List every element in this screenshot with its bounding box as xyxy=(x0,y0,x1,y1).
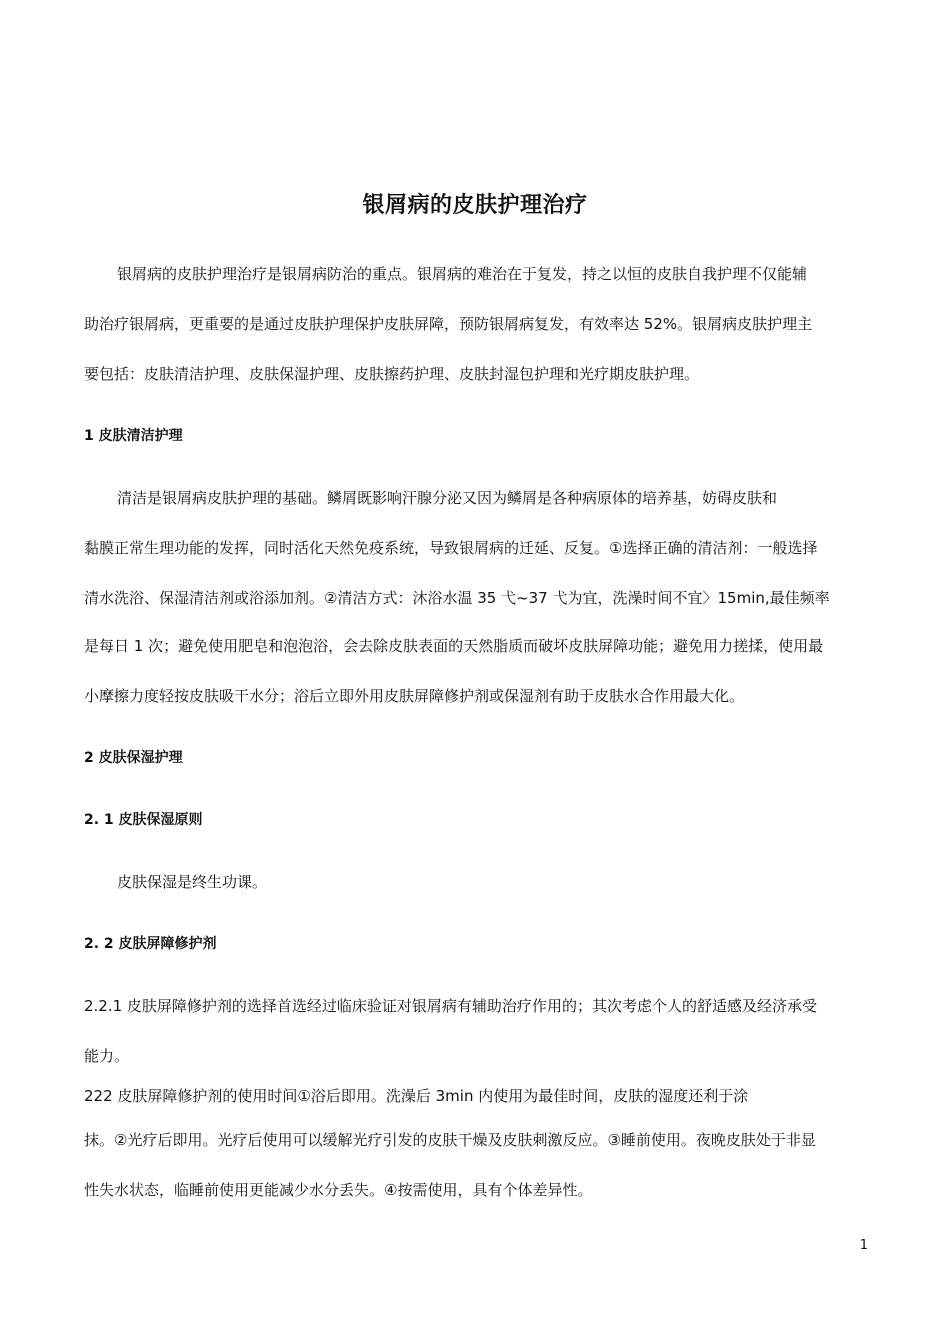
section-1-line-1: 清洁是银屑病皮肤护理的基础。鳞屑既影响汗腺分泌又因为鳞屑是各种病原体的培养基，妨碍皮肤和 xyxy=(117,489,778,507)
section-2-1-heading: 2. 1 皮肤保湿原则 xyxy=(84,812,203,828)
section-1-line-4: 是每日 1 次；避免使用肥皂和泡泡浴，会去除皮肤表面的天然脂质而破坏皮肤屏障功能；避免用力搓揉，使用最 xyxy=(84,637,824,655)
section-1-heading: 1 皮肤清洁护理 xyxy=(84,428,183,444)
document-title: 银屑病的皮肤护理治疗 xyxy=(362,193,588,218)
page-number: 1 xyxy=(859,1238,868,1253)
section-2-1-text: 皮肤保湿是终生功课。 xyxy=(117,873,268,891)
section-2-2-heading: 2. 2 皮肤屏障修护剂 xyxy=(84,936,217,952)
section-1-line-2: 黏膜正常生理功能的发挥，同时活化天然免疫系统，导致银屑病的迁延、反复。①选择正确的清洁剂：一般选择 xyxy=(84,539,818,557)
section-2-2-1-line-1: 2.2.1 皮肤屏障修护剂的选择首选经过临床验证对银屑病有辅助治疗作用的；其次考虑个人的舒适感及经济承受 xyxy=(84,997,817,1015)
section-1-line-5: 小摩擦力度轻按皮肤吸干水分；浴后立即外用皮肤屏障修护剂或保湿剂有助于皮肤水合作用最大化。 xyxy=(84,687,745,705)
intro-line-2: 助治疗银屑病，更重要的是通过皮肤护理保护皮肤屏障，预防银屑病复发，有效率达 52%。银屑病皮肤护理主 xyxy=(84,315,813,333)
intro-line-1: 银屑病的皮肤护理治疗是银屑病防治的重点。银屑病的难治在于复发，持之以恒的皮肤自我护理不仅能辅 xyxy=(117,265,808,283)
section-2-heading: 2 皮肤保湿护理 xyxy=(84,750,183,766)
intro-line-3: 要包括：皮肤清洁护理、皮肤保湿护理、皮肤擦药护理、皮肤封湿包护理和光疗期皮肤护理。 xyxy=(84,365,700,383)
section-1-line-3: 清水洗浴、保湿清洁剂或浴添加剂。②清洁方式：沐浴水温 35 弋~37 弋为宜，洗澡时间不宜〉15min,最佳频率 xyxy=(84,589,830,607)
section-2-2-2-line-1: 222 皮肤屏障修护剂的使用时间①浴后即用。洗澡后 3min 内使用为最佳时间，皮肤的湿度还利于涂 xyxy=(84,1087,749,1105)
section-2-2-2-line-3: 性失水状态，临睡前使用更能减少水分丢失。④按需使用，具有个体差异性。 xyxy=(84,1181,593,1199)
section-2-2-1-line-2: 能力。 xyxy=(84,1047,130,1065)
section-2-2-2-line-2: 抹。②光疗后即用。光疗后使用可以缓解光疗引发的皮肤干燥及皮肤刺激反应。③睡前使用。夜晚皮肤处于非显 xyxy=(84,1131,816,1149)
